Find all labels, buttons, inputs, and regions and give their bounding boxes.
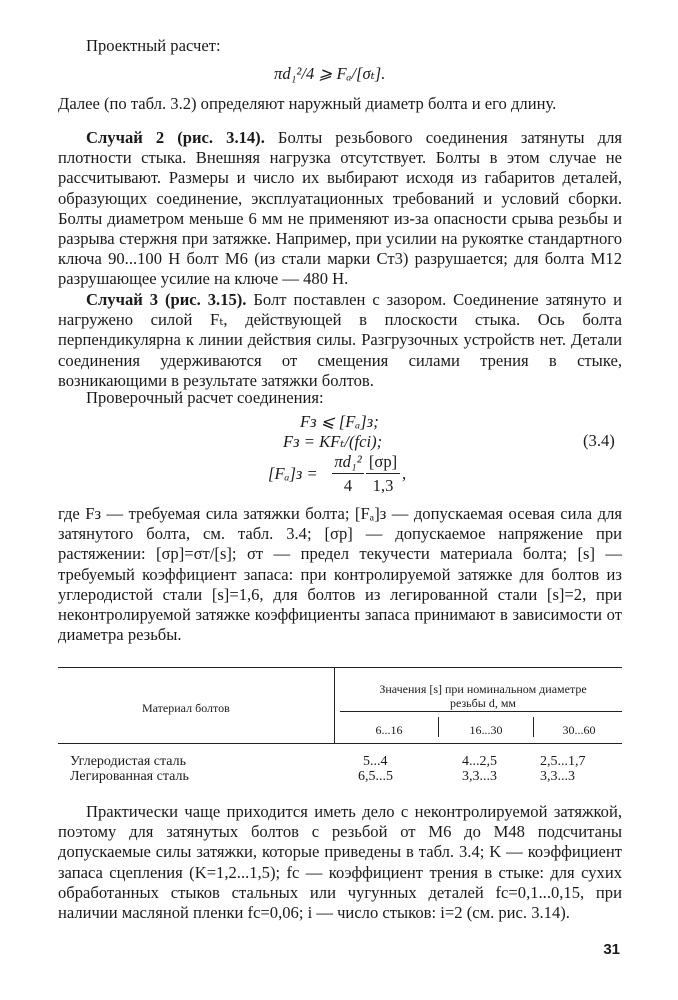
table-row-1-value-1: 5...4	[363, 754, 388, 769]
equation-number: (3.4)	[583, 431, 615, 450]
paragraph-definitions: где Fз — требуемая сила затяжки болта; [Fₐ]з — допускаемая осевая сила для затянутого болта, см. табл. 3.4; [σр] — допускаемое напряжение при растяжении: [σр]=σт/[s]; σт — предел текучести материала болта; [s] — требуемый коэффициент запаса: при контролируемой затяжке для болтов из углеродистой стали [s]=1,6, для болтов из легированной стали [s]=2, при неконтролируемой затяжке коэффициенты запаса принимают в зависимости от диаметра резьбы.	[58, 504, 622, 645]
fraction-bar-2	[366, 473, 400, 474]
table-row-2-value-3: 3,3...3	[540, 769, 575, 784]
case-2-text: Болты резьбового соединения затянуты для плотности стыка. Внешняя нагрузка отсутствует. Болты в этом случае не рассчитывают. Размеры и число их выбирают исходя из габаритов деталей, образующих соединение, эксплуатационных требований и условий сборки. Болты диаметром меньше 6 мм не применяют из-за опасности срыва резьбы и разрыва стержня при затяжке. Например, при усилии на рукоятке стандартного ключа 90...100 Н болт М6 (из стали марки Ст3) разрушается; для болта М12 разрушающее усилие на ключе — 480 Н.	[58, 128, 622, 289]
table-group-header-line-1: Значения [s] при номинальном диаметре	[379, 682, 587, 696]
table-range-1: 6...16	[375, 723, 403, 737]
table-header-rule	[58, 743, 622, 744]
case-2-heading: Случай 2 (рис. 3.14).	[86, 128, 265, 147]
equation-3-lhs: [Fₐ]з =	[268, 464, 318, 483]
table-row-2-material: Легированная сталь	[70, 769, 189, 784]
paragraph-check-calc: Проверочный расчет соединения:	[86, 388, 324, 407]
table-header-material: Материал болтов	[142, 701, 230, 715]
paragraph-outer-diameter: Далее (по табл. 3.2) определяют наружный диаметр болта и его длину.	[58, 94, 557, 113]
equation-3-denominator-1: 4	[343, 476, 353, 495]
equation-3-numerator-2: [σр]	[368, 452, 398, 471]
equation-2: Fз = KFₜ/(fci);	[283, 432, 383, 451]
table-top-rule	[58, 667, 622, 668]
table-row-1-material: Углеродистая сталь	[70, 754, 186, 769]
table-group-header-line-2: резьбы d, мм	[449, 696, 517, 710]
safety-factor-table	[58, 667, 622, 797]
table-row-1-value-2: 4...2,5	[462, 754, 497, 769]
table-row-1-value-3: 2,5...1,7	[540, 754, 586, 769]
case-3-text: Болт поставлен с зазором. Соединение затянуто и нагружено силой Fₜ, действующей в плоскости стыка. Ось болта перпендикулярна к линии действия силы. Разгрузочных устройств нет. Детали соединения удерживаются от смещения силами трения в стыке, возникающими в результате затяжки болтов.	[58, 290, 623, 390]
equation-3-numerator-1: πd₁²	[334, 452, 362, 471]
table-row-2-value-1: 6,5...5	[358, 769, 393, 784]
formula-design: πd₁²/4 ⩾ Fₐ/[σₜ].	[274, 64, 386, 83]
paragraph-design-calc: Проектный расчет:	[86, 36, 221, 55]
table-row-2-value-2: 3,3...3	[462, 769, 497, 784]
paragraph-case-3	[58, 290, 622, 391]
table-range-3: 30...60	[562, 723, 596, 737]
table-col-divider	[334, 667, 335, 743]
table-range-2: 16...30	[469, 723, 503, 737]
paragraph-case-2	[58, 128, 622, 290]
paragraph-uncontrolled-tightening: Практически чаще приходится иметь дело с неконтролируемой затяжкой, поэтому для затянутых болтов с резьбой от М6 до М48 подсчитаны допускаемые силы затяжки, которые приведены в табл. 3.4; K — коэффициент запаса сцепления (K=1,2...1,5); fc — коэффициент трения в стыке: для сухих обработанных стыков стальных или чугунных деталей fc=0,1...0,15, при наличии масляной пленки fc=0,06; i — число стыков: i=2 (см. рис. 3.14).	[58, 802, 622, 923]
equation-3-denominator-2: 1,3	[372, 476, 394, 495]
case-3-heading: Случай 3 (рис. 3.15).	[86, 290, 247, 309]
page-number: 31	[603, 941, 620, 958]
table-range-divider-1	[438, 717, 439, 737]
equation-3-end: ,	[402, 464, 407, 483]
table-range-divider-2	[533, 717, 534, 737]
equation-1: Fз ⩽ [Fₐ]з;	[300, 412, 379, 431]
fraction-bar-1	[332, 473, 364, 474]
